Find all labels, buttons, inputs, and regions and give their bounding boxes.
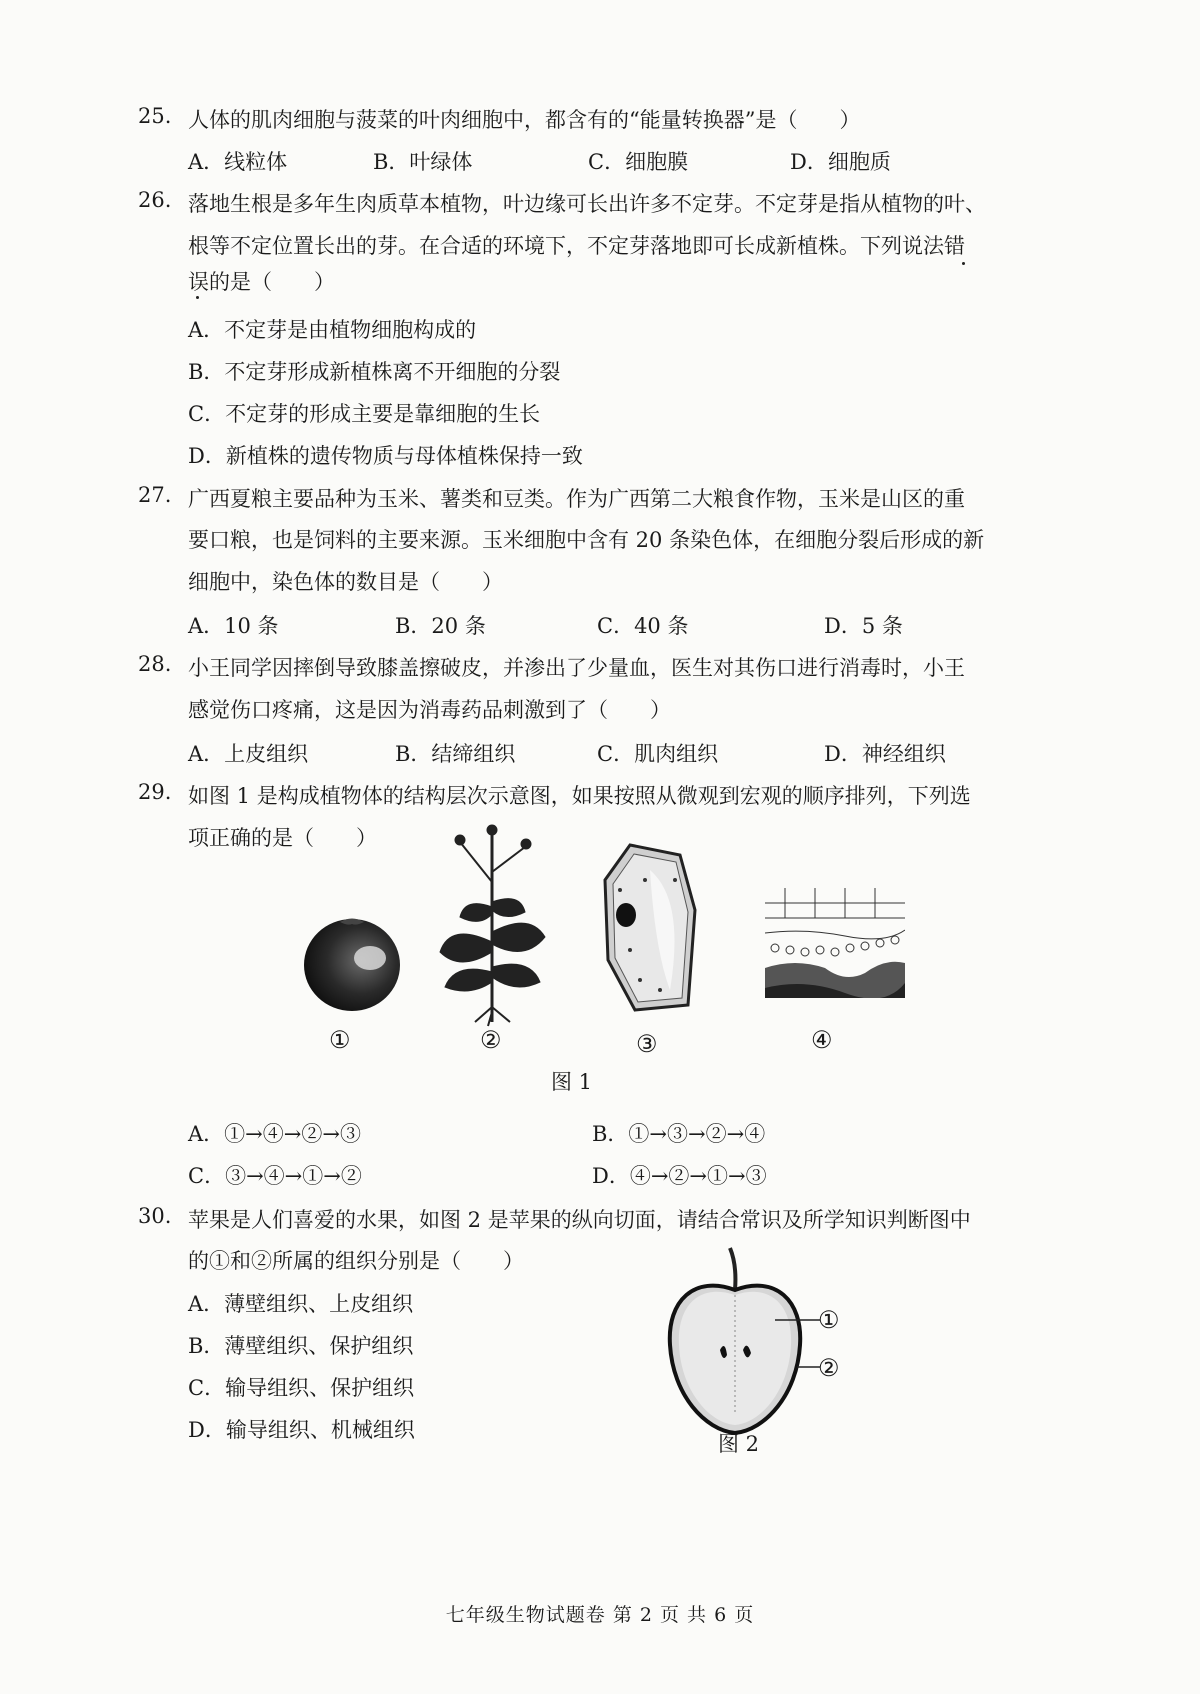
option-d: D．输导组织、机械组织: [188, 1418, 415, 1442]
question-number: 28.: [138, 652, 172, 676]
option-c: C．不定芽的形成主要是靠细胞的生长: [188, 402, 541, 426]
option-d: D．细胞质: [790, 150, 891, 174]
question-number: 27.: [138, 483, 172, 507]
figure-label-2: ②: [480, 1026, 502, 1054]
page-footer: 七年级生物试题卷 第 2 页 共 6 页: [445, 1604, 755, 1626]
option-b: B．结缔组织: [395, 742, 516, 766]
option-d: D．5 条: [824, 614, 903, 638]
figure-caption: 图 1: [551, 1070, 593, 1094]
option-a: A．薄壁组织、上皮组织: [188, 1292, 414, 1316]
question-number: 25.: [138, 104, 172, 128]
figure-label-1: ①: [329, 1026, 351, 1054]
figure-label-3: ③: [636, 1030, 658, 1058]
option-c: C．细胞膜: [588, 150, 689, 174]
option-b: B．①→③→②→④: [592, 1122, 766, 1146]
question-text-line: 要口粮，也是饲料的主要来源。玉米细胞中含有 20 条染色体，在细胞分裂后形成的新: [188, 528, 985, 552]
emphasis-dot: [962, 262, 965, 265]
option-b: B．薄壁组织、保护组织: [188, 1334, 414, 1358]
figure-label-4: ④: [811, 1026, 833, 1054]
option-b: B．不定芽形成新植株离不开细胞的分裂: [188, 360, 561, 384]
option-d: D．④→②→①→③: [592, 1164, 767, 1188]
option-b: B．叶绿体: [373, 150, 473, 174]
question-text-line: 误的是（ ）: [188, 270, 335, 294]
option-c: C．肌肉组织: [597, 742, 719, 766]
emphasis-dot: [196, 296, 199, 299]
question-text: 人体的肌肉细胞与菠菜的叶肉细胞中，都含有的“能量转换器”是（ ）: [188, 108, 861, 132]
option-c: C．输导组织、保护组织: [188, 1376, 415, 1400]
question-number: 26.: [138, 188, 172, 212]
apple-label-2: ②: [818, 1354, 840, 1382]
option-a: A．上皮组织: [188, 742, 309, 766]
option-d: D．新植株的遗传物质与母体植株保持一致: [188, 444, 583, 468]
rape-plant-image: [430, 822, 555, 1027]
plant-cell-image: [600, 840, 700, 1015]
question-text-line: 根等不定位置长出的芽。在合适的环境下，不定芽落地即可长成新植株。下列说法错: [188, 234, 965, 258]
option-b: B．20 条: [395, 614, 486, 638]
question-text-line: 细胞中，染色体的数目是（ ）: [188, 570, 503, 594]
question-text-line: 小王同学因摔倒导致膝盖擦破皮，并渗出了少量血，医生对其伤口进行消毒时，小王: [188, 656, 965, 680]
option-c: C．③→④→①→②: [188, 1164, 362, 1188]
figure-caption: 图 2: [718, 1432, 760, 1456]
option-a: A．线粒体: [188, 150, 288, 174]
option-a: A．①→④→②→③: [188, 1122, 361, 1146]
question-text-line: 感觉伤口疼痛，这是因为消毒药品刺激到了（ ）: [188, 698, 671, 722]
option-d: D．神经组织: [824, 742, 946, 766]
option-c: C．40 条: [597, 614, 689, 638]
question-number: 30.: [138, 1204, 172, 1228]
tomato-fruit-image: [300, 910, 405, 1015]
option-a: A．10 条: [188, 614, 279, 638]
tissue-section-image: [765, 888, 905, 998]
question-text-line: 广西夏粮主要品种为玉米、薯类和豆类。作为广西第二大粮食作物，玉米是山区的重: [188, 487, 965, 511]
apple-section-image: [665, 1245, 855, 1435]
question-text-line: 苹果是人们喜爱的水果，如图 2 是苹果的纵向切面，请结合常识及所学知识判断图中: [188, 1208, 971, 1232]
question-text-line: 如图 1 是构成植物体的结构层次示意图，如果按照从微观到宏观的顺序排列，下列选: [188, 784, 971, 808]
option-a: A．不定芽是由植物细胞构成的: [188, 318, 477, 342]
apple-label-1: ①: [818, 1306, 840, 1334]
question-text-line: 落地生根是多年生肉质草本植物，叶边缘可长出许多不定芽。不定芽是指从植物的叶、: [188, 192, 986, 216]
question-text-line: 项正确的是（ ）: [188, 826, 377, 850]
question-number: 29.: [138, 780, 172, 804]
question-text-line: 的①和②所属的组织分别是（ ）: [188, 1249, 524, 1273]
